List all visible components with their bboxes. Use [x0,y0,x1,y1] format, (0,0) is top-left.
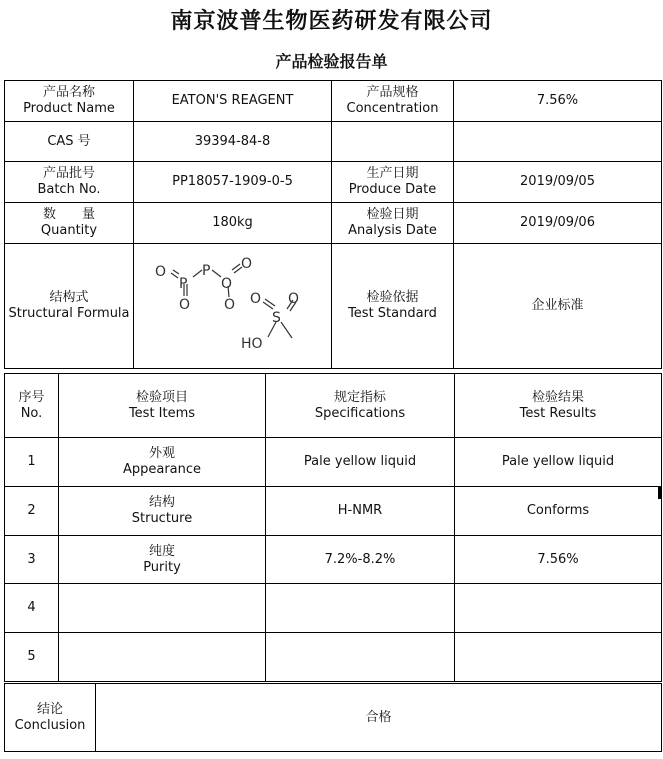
test-standard-value: 企业标准 [454,244,662,369]
test-standard-label-zh: 检验依据 [366,290,419,305]
row-spec: H-NMR [266,487,455,536]
test-standard-label-en: Test Standard [348,306,437,321]
product-name-label-zh: 产品名称 [42,85,95,100]
company-name: 南京波普生物医药研发有限公司 [170,8,493,34]
row-result: Pale yellow liquid [455,438,662,487]
empty-cell [454,122,662,162]
atom-label: O [178,297,190,313]
batch-label [5,162,134,203]
row-result [455,633,662,682]
product-name-label [5,81,134,122]
conclusion-value: 合格 [96,684,662,752]
atom-label: O [223,297,235,313]
row-no: 2 [5,487,59,536]
col-header-result [455,374,662,438]
table-row [5,438,662,487]
atom-label: S [271,310,281,326]
analysis-date-value: 2019/09/06 [454,203,662,244]
row-item-zh: 纯度 [148,543,175,559]
formula-label-en: Structural Formula [8,306,130,321]
table-row [5,487,662,536]
row-item-en: Appearance [122,462,202,477]
text-cursor [658,487,662,499]
atom-label: O [249,291,261,307]
structural-formula [134,244,332,369]
col-header-no-zh: 序号 [18,389,45,405]
formula-atoms [155,256,299,352]
formula-label-zh: 结构式 [49,290,89,305]
quantity-label-zh: 数 量 [42,207,95,222]
table-row [5,584,662,633]
concentration-value: 7.56% [454,81,662,122]
col-header-result-zh: 检验结果 [531,389,584,405]
row-result: 7.56% [455,536,662,584]
report-title: 产品检验报告单 [275,52,388,71]
batch-value: PP18057-1909-0-5 [134,162,332,203]
analysis-date-label-zh: 检验日期 [366,207,419,222]
formula-label [5,244,134,369]
col-header-spec-zh: 规定指标 [333,389,386,405]
test-standard-label [332,244,454,369]
row-no: 4 [5,584,59,633]
table-row [5,633,662,682]
product-info-table [4,80,662,369]
produce-date-value: 2019/09/05 [454,162,662,203]
atom-label: HO [240,336,263,352]
row-spec: 7.2%-8.2% [266,536,455,584]
produce-date-label [332,162,454,203]
conclusion-label-en: Conclusion [14,717,86,733]
row-spec [266,584,455,633]
row-item-zh: 结构 [148,495,175,510]
concentration-label [332,81,454,122]
atom-label: O [240,256,252,272]
produce-date-label-en: Produce Date [348,182,437,197]
product-name-label-en: Product Name [23,101,115,116]
col-header-item-en: Test Items [128,405,196,421]
analysis-date-label-en: Analysis Date [348,223,437,238]
col-header-no-en: No. [20,405,43,421]
quantity-label [5,203,134,244]
quantity-value: 180kg [134,203,332,244]
conclusion-label-zh: 结论 [36,701,63,717]
row-spec: Pale yellow liquid [266,438,455,487]
col-header-spec-en: Specifications [314,405,406,421]
conclusion-table [4,683,662,752]
col-header-item [59,374,266,438]
row-item [59,438,266,487]
row-no: 1 [5,438,59,487]
row-item-en: Purity [143,559,181,575]
analysis-date-label [332,203,454,244]
table-row [5,536,662,584]
row-no: 3 [5,536,59,584]
atom-label: P [178,276,187,292]
empty-cell [332,122,454,162]
atom-label: O [220,276,232,292]
atom-label: P [201,263,210,279]
row-item-zh: 外观 [148,446,175,461]
atom-label: O [287,291,299,307]
batch-label-zh: 产品批号 [42,166,95,181]
row-spec [266,633,455,682]
col-header-result-en: Test Results [519,405,597,421]
cas-value: 39394-84-8 [134,122,332,162]
row-item [59,584,266,633]
atom-label: O [154,264,166,280]
test-results-table [4,373,662,682]
row-no: 5 [5,633,59,682]
batch-label-en: Batch No. [37,182,101,197]
produce-date-label-zh: 生产日期 [366,166,419,181]
row-item [59,536,266,584]
product-name-value: EATON'S REAGENT [134,81,332,122]
row-item [59,487,266,536]
row-item-en: Structure [131,511,193,526]
conclusion-label [5,684,96,752]
col-header-spec [266,374,455,438]
col-header-no [5,374,59,438]
col-header-item-zh: 检验项目 [135,389,188,405]
row-result: Conforms [455,487,662,536]
cas-label: CAS 号 [5,122,134,162]
quantity-label-en: Quantity [40,223,98,238]
concentration-label-en: Concentration [346,101,439,116]
row-result [455,584,662,633]
concentration-label-zh: 产品规格 [366,85,419,100]
row-item [59,633,266,682]
structural-formula-drawing [135,246,331,366]
